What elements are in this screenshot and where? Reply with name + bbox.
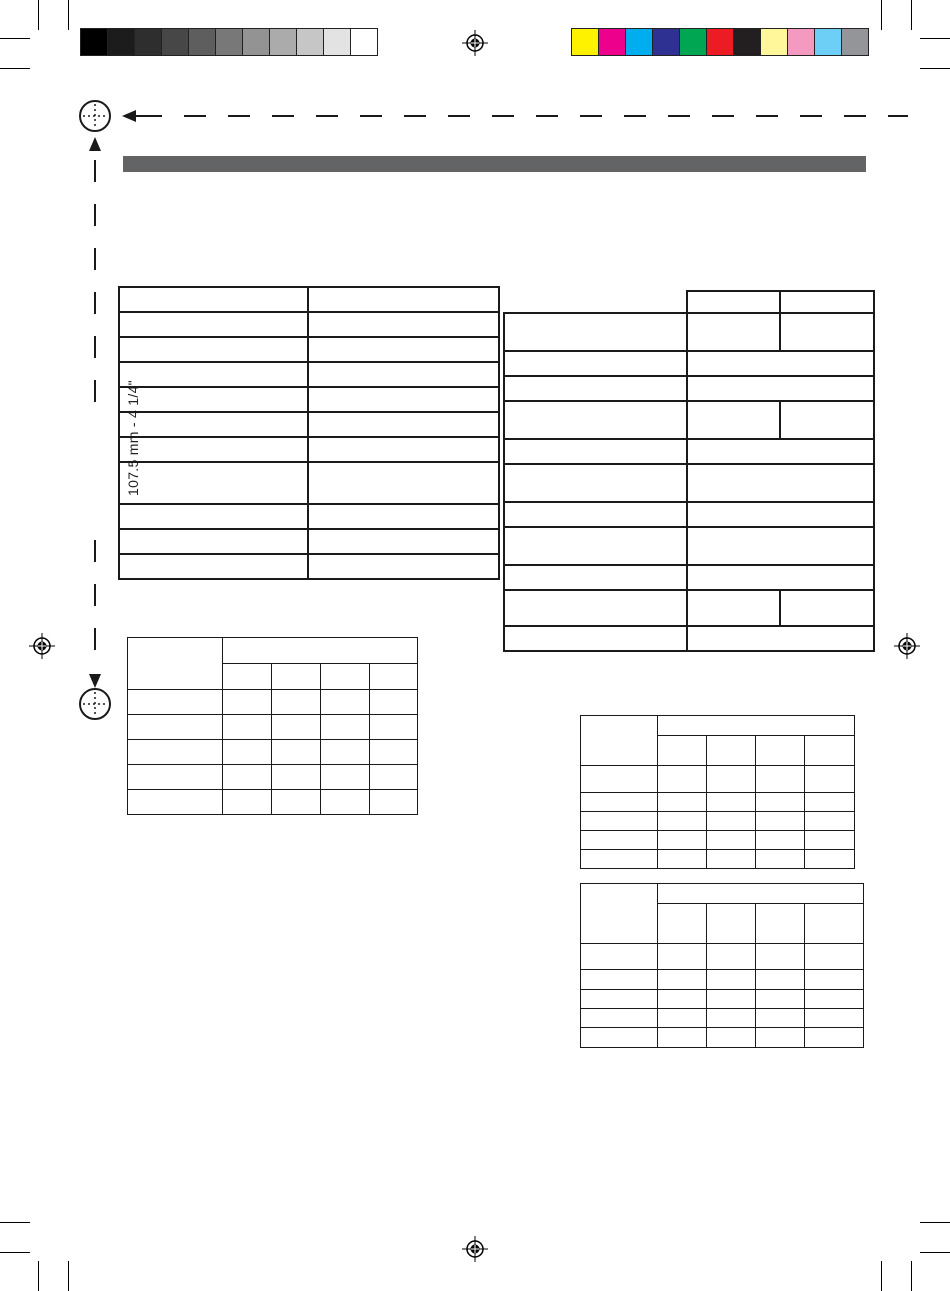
table-cell xyxy=(272,765,321,790)
arrow-down-icon xyxy=(89,674,101,688)
table-cell xyxy=(658,1009,707,1028)
table-cell xyxy=(119,387,308,412)
table-cell xyxy=(504,291,687,313)
table-cell xyxy=(370,790,418,815)
table-cell xyxy=(658,970,707,990)
table-cell xyxy=(119,312,308,337)
table-cell xyxy=(756,1009,805,1028)
table-cell xyxy=(658,944,707,970)
table-cell xyxy=(756,766,805,793)
table-cell xyxy=(128,765,223,790)
table-cell xyxy=(308,462,499,504)
table-cell xyxy=(780,313,874,351)
table-cell xyxy=(756,990,805,1009)
table-cell xyxy=(370,765,418,790)
table-cell xyxy=(128,715,223,740)
table-cell xyxy=(128,638,223,690)
table-cell xyxy=(658,716,855,736)
table-cell xyxy=(780,291,874,313)
table-cell xyxy=(687,376,874,401)
dimension-label: 107.5 mm - 4 1/4" xyxy=(125,380,141,496)
table-cell xyxy=(581,850,658,869)
target-bottom-icon xyxy=(80,689,110,719)
table-cell xyxy=(707,1028,756,1048)
table-cell xyxy=(687,565,874,590)
table-cell xyxy=(707,850,756,869)
table-cell xyxy=(707,990,756,1009)
table-cell xyxy=(504,439,687,464)
table-cell xyxy=(756,793,805,812)
table-cell xyxy=(223,638,418,664)
table-cell xyxy=(581,812,658,831)
arrow-up-icon xyxy=(89,137,101,151)
table-cell xyxy=(119,337,308,362)
table-cell xyxy=(128,740,223,765)
table-cell xyxy=(370,664,418,690)
table-cell xyxy=(756,736,805,766)
table-cell xyxy=(756,812,805,831)
table-cell xyxy=(119,437,308,462)
table-cell xyxy=(272,790,321,815)
table-cell xyxy=(504,502,687,527)
table-cell xyxy=(581,1028,658,1048)
table-cell xyxy=(805,990,864,1009)
target-top-icon xyxy=(80,101,110,131)
table-cell xyxy=(321,715,370,740)
table-cell xyxy=(707,944,756,970)
table-cell xyxy=(321,765,370,790)
table-cell xyxy=(707,766,756,793)
table-cell xyxy=(272,664,321,690)
table-cell xyxy=(805,1009,864,1028)
table-cell xyxy=(504,590,687,626)
table-cell xyxy=(707,831,756,850)
table-cell xyxy=(581,831,658,850)
table-cell xyxy=(756,944,805,970)
table-cell xyxy=(321,664,370,690)
arrow-left-icon xyxy=(122,110,136,122)
table-cell xyxy=(687,439,874,464)
spec-table-left xyxy=(118,286,500,580)
table-cell xyxy=(321,740,370,765)
table-cell xyxy=(658,736,707,766)
table-cell xyxy=(308,529,499,554)
table-cell xyxy=(805,1028,864,1048)
table-cell xyxy=(756,831,805,850)
table-cell xyxy=(308,554,499,579)
table-cell xyxy=(119,554,308,579)
table-cell xyxy=(707,812,756,831)
table-cell xyxy=(707,793,756,812)
table-cell xyxy=(658,884,864,904)
table-cell xyxy=(687,401,780,439)
table-cell xyxy=(687,464,874,502)
registration-mark-bottom-icon xyxy=(462,1236,488,1262)
table-cell xyxy=(658,812,707,831)
table-cell xyxy=(780,401,874,439)
table-cell xyxy=(658,990,707,1009)
table-cell xyxy=(805,812,855,831)
table-cell xyxy=(370,740,418,765)
table-cell xyxy=(707,736,756,766)
grid-table-right-upper xyxy=(580,715,855,869)
table-cell xyxy=(707,904,756,944)
table-cell xyxy=(308,504,499,529)
table-cell xyxy=(658,904,707,944)
table-cell xyxy=(687,313,780,351)
table-cell xyxy=(370,715,418,740)
table-cell xyxy=(504,527,687,565)
table-cell xyxy=(687,502,874,527)
table-cell xyxy=(756,850,805,869)
table-cell xyxy=(504,313,687,351)
table-cell xyxy=(581,944,658,970)
table-cell xyxy=(223,740,272,765)
table-cell xyxy=(756,1028,805,1048)
table-cell xyxy=(119,529,308,554)
table-cell xyxy=(223,690,272,715)
table-cell xyxy=(687,291,780,313)
table-cell xyxy=(119,287,308,312)
table-cell xyxy=(308,337,499,362)
table-cell xyxy=(756,904,805,944)
table-cell xyxy=(581,716,658,766)
table-cell xyxy=(272,740,321,765)
table-cell xyxy=(272,690,321,715)
table-cell xyxy=(308,437,499,462)
table-cell xyxy=(504,626,687,651)
table-cell xyxy=(504,401,687,439)
table-cell xyxy=(805,766,855,793)
table-cell xyxy=(581,793,658,812)
grid-table-right-lower xyxy=(580,883,864,1048)
table-cell xyxy=(805,850,855,869)
table-cell xyxy=(119,362,308,387)
table-cell xyxy=(272,715,321,740)
table-cell xyxy=(658,793,707,812)
table-cell xyxy=(308,412,499,437)
table-cell xyxy=(504,376,687,401)
table-cell xyxy=(504,565,687,590)
table-cell xyxy=(687,626,874,651)
table-cell xyxy=(504,351,687,376)
table-cell xyxy=(805,944,864,970)
table-cell xyxy=(805,736,855,766)
table-cell xyxy=(581,1009,658,1028)
grid-table-left xyxy=(127,637,418,815)
table-cell xyxy=(119,504,308,529)
table-cell xyxy=(658,850,707,869)
table-cell xyxy=(687,351,874,376)
table-cell xyxy=(581,970,658,990)
table-cell xyxy=(128,690,223,715)
table-cell xyxy=(780,590,874,626)
table-cell xyxy=(504,464,687,502)
table-cell xyxy=(581,990,658,1009)
table-cell xyxy=(223,765,272,790)
table-cell xyxy=(223,715,272,740)
spec-table-right xyxy=(503,290,875,652)
table-cell xyxy=(581,884,658,944)
table-cell xyxy=(581,766,658,793)
table-cell xyxy=(658,831,707,850)
table-cell xyxy=(119,462,308,504)
table-cell xyxy=(223,664,272,690)
table-cell xyxy=(805,831,855,850)
table-cell xyxy=(707,1009,756,1028)
table-cell xyxy=(321,690,370,715)
table-cell xyxy=(805,904,864,944)
table-cell xyxy=(658,766,707,793)
table-cell xyxy=(223,790,272,815)
table-cell xyxy=(308,387,499,412)
table-cell xyxy=(321,790,370,815)
table-cell xyxy=(687,590,780,626)
table-cell xyxy=(119,412,308,437)
table-cell xyxy=(128,790,223,815)
table-cell xyxy=(370,690,418,715)
table-cell xyxy=(805,970,864,990)
table-cell xyxy=(658,1028,707,1048)
table-cell xyxy=(805,793,855,812)
table-cell xyxy=(687,527,874,565)
table-cell xyxy=(308,312,499,337)
section-header-bar xyxy=(123,156,866,172)
table-cell xyxy=(308,362,499,387)
table-cell xyxy=(756,970,805,990)
table-cell xyxy=(308,287,499,312)
table-cell xyxy=(707,970,756,990)
